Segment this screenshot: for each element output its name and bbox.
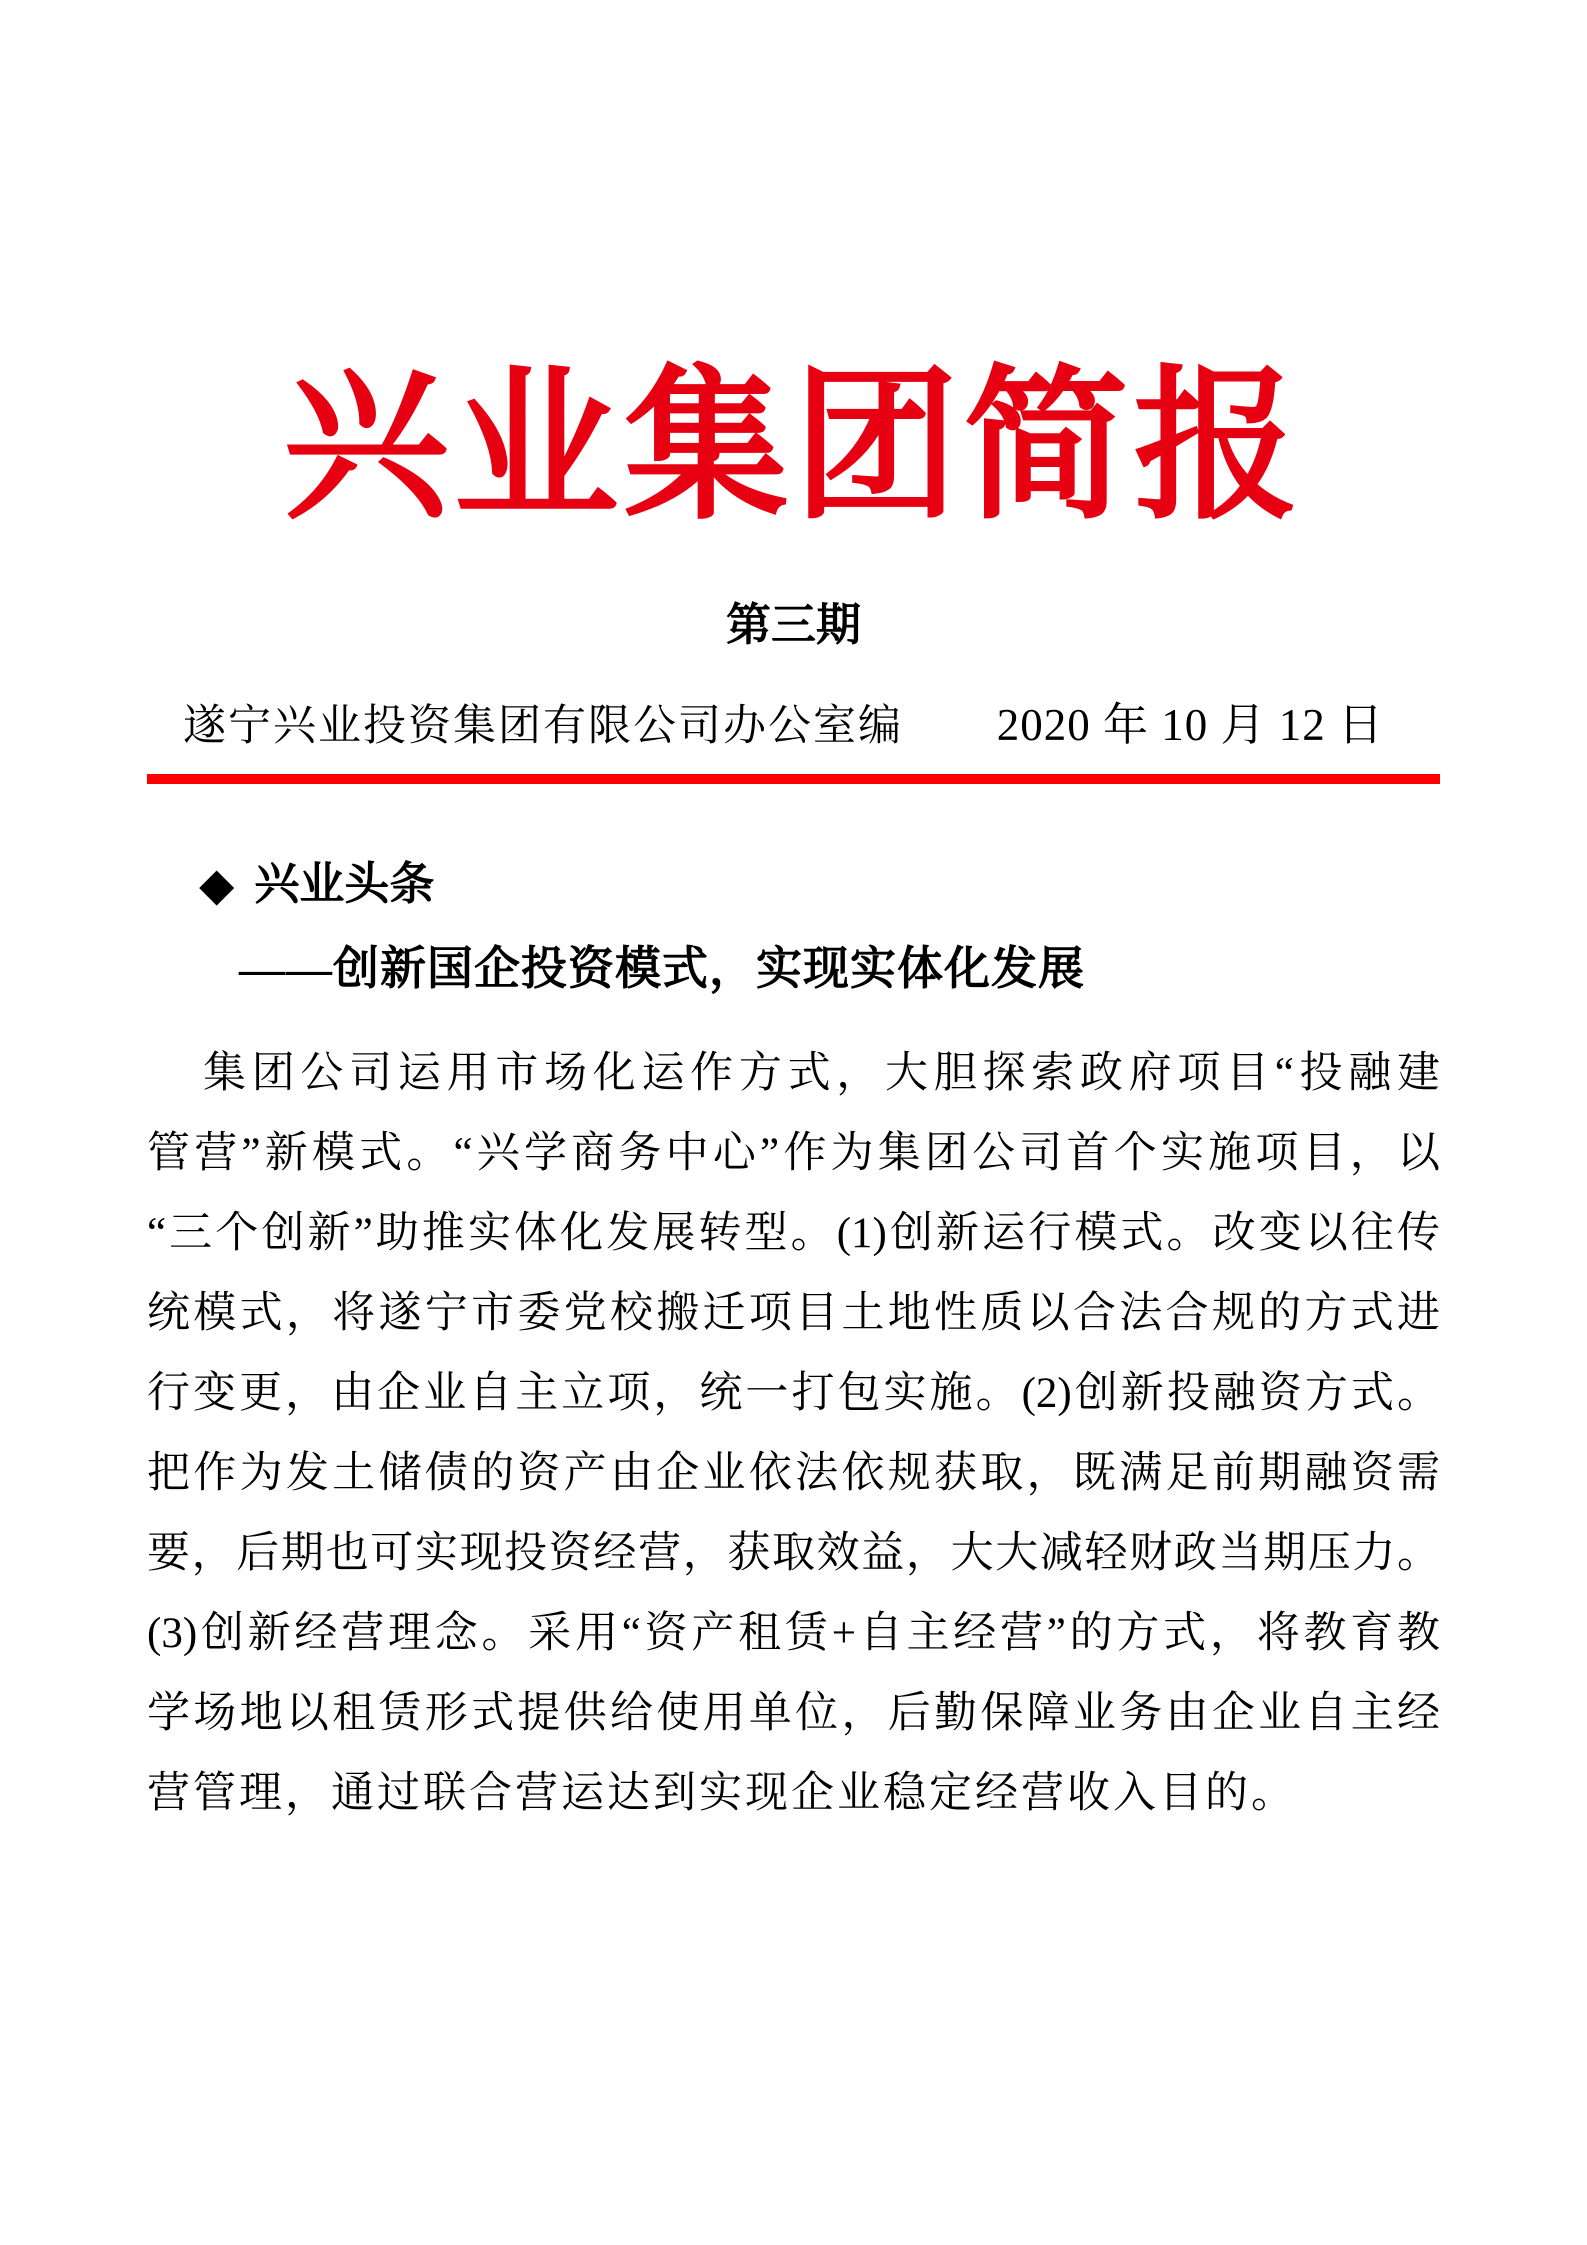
body-line: 行变更，由企业自主立项，统一打包实施。(2)创新投融资方式。 [147, 1370, 1440, 1417]
body-line: “三个创新”助推实体化发展转型。(1)创新运行模式。改变以往传 [147, 1210, 1440, 1257]
publication-date: 2020 年 10 月 12 日 [996, 700, 1384, 750]
diamond-bullet-icon: ◆ [199, 858, 235, 910]
body-line: 要，后期也可实现投资经营，获取效益，大大减轻财政当期压力。 [147, 1530, 1440, 1577]
body-paragraph [147, 1034, 1440, 1834]
page-content [0, 348, 1587, 1834]
section-heading [147, 856, 1440, 912]
body-line: (3)创新经营理念。采用“资产租赁+自主经营”的方式，将教育教 [147, 1610, 1440, 1657]
section-heading-label: 兴业头条 [254, 858, 435, 909]
body-line: 集团公司运用市场化运作方式，大胆探索政府项目“投融建 [203, 1050, 1440, 1097]
issue-number: 第三期 [725, 599, 861, 650]
body-line: 营管理，通过联合营运达到实现企业稳定经营收入目的。 [147, 1770, 1297, 1817]
red-divider-rule [147, 774, 1440, 784]
body-line: 统模式，将遂宁市委党校搬迁项目土地性质以合法合规的方式进 [147, 1290, 1440, 1337]
body-line: 把作为发土储债的资产由企业依法依规获取，既满足前期融资需 [147, 1450, 1440, 1497]
body-line: 管营”新模式。“兴学商务中心”作为集团公司首个实施项目，以 [147, 1130, 1440, 1177]
masthead-title: 兴业集团简报 [283, 356, 1304, 539]
body-line: 学场地以租赁形式提供给使用单位，后勤保障业务由企业自主经 [147, 1690, 1440, 1737]
editor-credit: 遂宁兴业投资集团有限公司办公室编 [183, 703, 903, 750]
publication-meta-row [147, 698, 1440, 754]
article-subtitle: ——创新国企投资模式，实现实体化发展 [239, 943, 1085, 994]
